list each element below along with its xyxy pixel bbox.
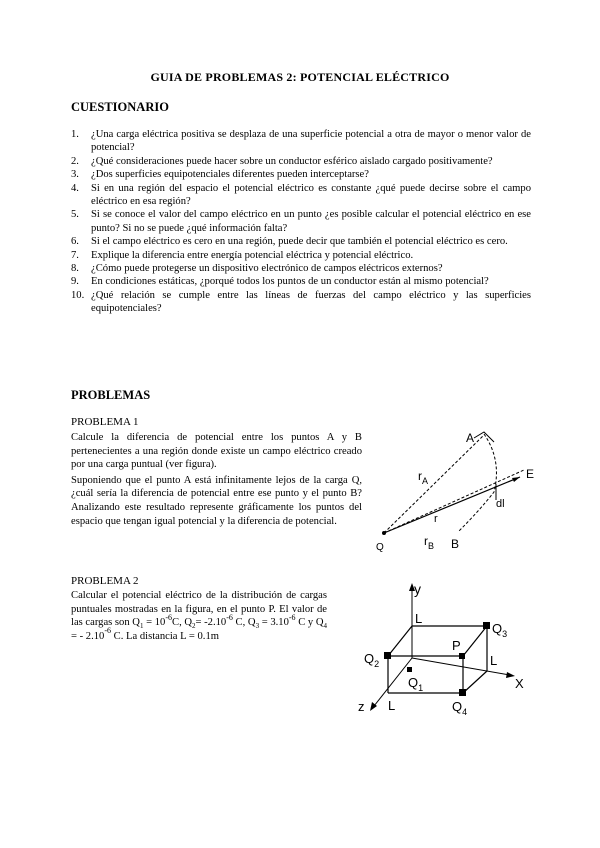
problema-2-title: PROBLEMA 2 <box>71 575 139 587</box>
question-item: 5. Si se conoce el valor del campo eléctrico en un punto ¿es posible calcular el potencial eléctrico en ese punto? Si no se puede ¿qué información falta? <box>71 209 531 234</box>
problemas-heading: PROBLEMAS <box>71 388 151 402</box>
question-item: 1. ¿Una carga eléctrica positiva se desplaza de una superficie potencial a otra de mayor o menor valor de potencial? <box>71 129 531 154</box>
problema-1-figure <box>362 420 552 560</box>
path-top <box>474 432 494 442</box>
label-y: y <box>414 581 421 597</box>
label-q3: $Q_3$ <box>492 621 508 639</box>
label-l-right: L <box>490 653 498 668</box>
label-q4: $Q_4$ <box>452 699 468 717</box>
problema-1-para-2: Suponiendo que el punto A está infinitamente lejos de la carga Q, ¿cuál sería la diferencia de potencial entre ese punto y el punto B? Analizando este resultado represente gráficamente los puntos del espacio que tengan igual potencial y la diferencia de potencial. <box>71 474 362 527</box>
path-ab <box>458 434 496 532</box>
label-q1: $Q_1$ <box>408 675 424 693</box>
label-l-bottom: L <box>388 698 396 713</box>
charge-q3 <box>483 622 490 629</box>
label-b: B <box>451 537 460 551</box>
question-item: 6. Si el campo eléctrico es cero en una región, puede decir que también el potencial eléctrico es cero. <box>71 236 508 248</box>
label-ra: $r_A$ <box>418 469 429 486</box>
point-p <box>459 653 465 659</box>
problema-1-title: PROBLEMA 1 <box>71 416 139 428</box>
label-a: A <box>466 431 475 445</box>
cube-edge <box>463 671 487 693</box>
charge-q1 <box>407 667 412 672</box>
label-e: E <box>526 467 535 481</box>
page-title: GUIA DE PROBLEMAS 2: POTENCIAL ELÉCTRICO <box>150 70 450 84</box>
label-p: P <box>452 638 461 653</box>
x-axis-arrow <box>506 672 515 678</box>
label-x: X <box>515 676 524 691</box>
charge-q4 <box>459 689 466 696</box>
problema-2-text: Calcular el potencial eléctrico de la distribución de cargas puntuales mostradas en la figura, en el punto P. El valor de las cargas son $Q_1 = 10^{-6}C$, $Q_2= -2.10^{-6}$ C, $Q_3 = 3.10^{-6}$ C y $Q_4$ = - $2.10^{-6}$ C. La distancia L = 0.1m <box>71 590 328 642</box>
label-rb: $r_B$ <box>424 534 435 551</box>
problema-1-para-1: Calcule la diferencia de potencial entre los puntos A y B pertenecientes a una región donde existe un campo eléctrico creado por una carga puntual (ver figura). <box>71 432 362 471</box>
cuestionario-heading: CUESTIONARIO <box>71 100 169 114</box>
label-q: Q <box>376 542 384 553</box>
question-item: 4. Si en una región del espacio el potencial eléctrico es constante ¿qué puede decirse sobre el campo eléctrico en esa región? <box>71 182 531 208</box>
label-q2: $Q_2$ <box>364 651 380 669</box>
question-item: 9. En condiciones estáticas, ¿porqué todos los puntos de un conductor están al mismo potencial? <box>71 276 489 288</box>
cuestionario-list <box>71 128 531 316</box>
charge-q-dot <box>382 531 386 535</box>
label-z: z <box>358 699 365 714</box>
label-l-top: L <box>415 611 423 626</box>
field-arrow <box>512 477 520 482</box>
charge-q2 <box>384 652 391 659</box>
label-dl: dl <box>496 498 505 510</box>
question-item: 3. ¿Dos superficies equipotenciales diferentes pueden interceptarse? <box>71 169 369 181</box>
cube-edge <box>388 626 412 656</box>
question-item: 7. Explique la diferencia entre energía potencial eléctrica y potencial eléctrico. <box>71 249 414 261</box>
cube-edge <box>463 626 487 656</box>
label-r: r <box>434 513 438 525</box>
question-item: 2. ¿Qué consideraciones puede hacer sobre un conductor esférico aislado cargado positivamente? <box>71 155 493 167</box>
question-item: 8. ¿Cómo puede protegerse un dispositivo electrónico de campos eléctricos externos? <box>71 263 443 275</box>
problema-2-figure <box>352 578 532 723</box>
question-item: 10. ¿Qué relación se cumple entre las líneas de fuerzas del campo eléctrico y las superficies equipotenciales? <box>71 289 531 315</box>
problema-1-text <box>71 431 362 530</box>
